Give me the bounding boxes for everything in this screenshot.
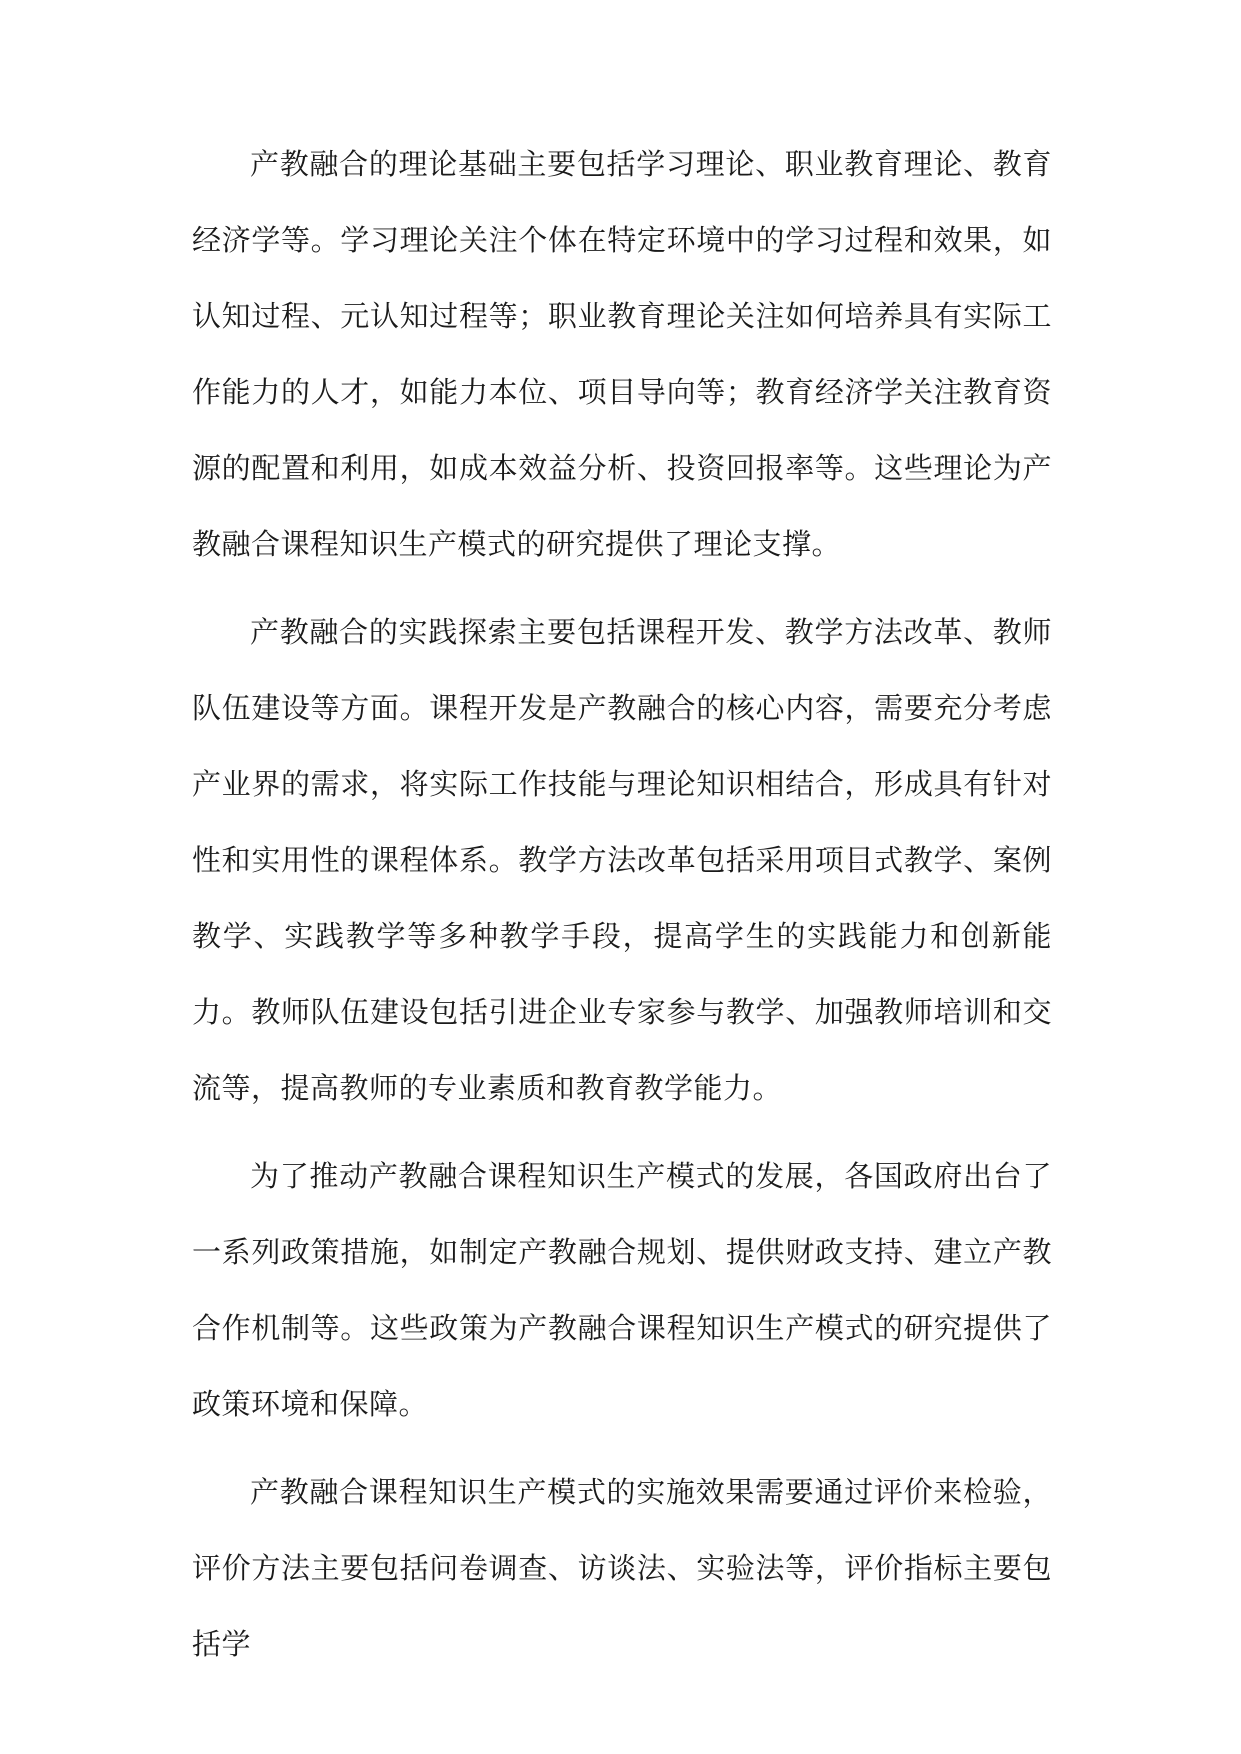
paragraph-evaluation: 产教融合课程知识生产模式的实施效果需要通过评价来检验，评价方法主要包括问卷调查、访谈法、实验法等，评价指标主要包括学 <box>192 1475 1052 1661</box>
document-body <box>192 126 1052 1694</box>
paragraph-practice-exploration: 产教融合的实践探索主要包括课程开发、教学方法改革、教师队伍建设等方面。课程开发是产教融合的核心内容，需要充分考虑产业界的需求，将实际工作技能与理论知识相结合，形成具有针对性和实用性的课程体系。教学方法改革包括采用项目式教学、案例教学、实践教学等多种教学手段，提高学生的实践能力和创新能力。教师队伍建设包括引进企业专家参与教学、加强教师培训和交流等，提高教师的专业素质和教育教学能力。 <box>192 615 1052 1105</box>
paragraph-policy-measures: 为了推动产教融合课程知识生产模式的发展，各国政府出台了一系列政策措施，如制定产教融合规划、提供财政支持、建立产教合作机制等。这些政策为产教融合课程知识生产模式的研究提供了政策环境和保障。 <box>192 1159 1052 1421</box>
paragraph-theory-basis: 产教融合的理论基础主要包括学习理论、职业教育理论、教育经济学等。学习理论关注个体在特定环境中的学习过程和效果，如认知过程、元认知过程等；职业教育理论关注如何培养具有实际工作能力的人才，如能力本位、项目导向等；教育经济学关注教育资源的配置和利用，如成本效益分析、投资回报率等。这些理论为产教融合课程知识生产模式的研究提供了理论支撑。 <box>192 147 1052 561</box>
